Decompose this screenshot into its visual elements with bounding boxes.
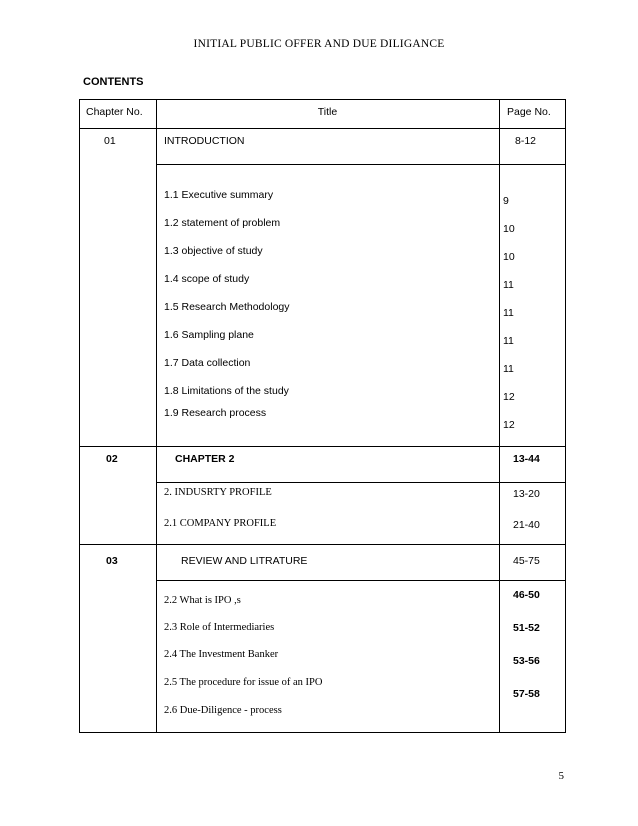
chapter-number: 03	[106, 555, 118, 567]
toc-entry-page: 11	[503, 335, 514, 347]
chapter-pages: 45-75	[513, 555, 540, 567]
column-divider-2	[499, 99, 500, 733]
toc-entry: 1.3 objective of study	[164, 245, 263, 257]
chapter-number: 02	[106, 453, 118, 465]
toc-entry-page: 11	[503, 307, 514, 319]
row-divider	[79, 128, 566, 129]
toc-entry-page: 11	[503, 279, 514, 291]
toc-entry: 2. INDUSRTY PROFILE	[164, 487, 272, 498]
toc-entry: 2.4 The Investment Banker	[164, 649, 279, 660]
toc-entry: 1.6 Sampling plane	[164, 329, 254, 341]
toc-entry: 1.9 Research process	[164, 407, 267, 419]
toc-entry-page: 21-40	[513, 519, 540, 531]
toc-entry-page: 13-20	[513, 488, 540, 500]
chapter-title: CHAPTER 2	[175, 453, 235, 465]
toc-entry: 2.6 Due-Diligence - process	[164, 705, 282, 716]
chapter-pages: 8-12	[515, 135, 537, 147]
table-border-bottom	[79, 732, 566, 733]
column-header-page: Page No.	[507, 106, 551, 118]
table-border-left	[79, 99, 80, 733]
toc-entry-page: 53-56	[513, 655, 540, 667]
row-divider	[156, 580, 566, 581]
toc-entry-page: 12	[503, 391, 515, 403]
toc-entry-page: 12	[503, 419, 515, 431]
toc-entry-page: 57-58	[513, 688, 540, 700]
contents-heading: CONTENTS	[83, 76, 144, 88]
toc-entry-page: 9	[503, 195, 509, 207]
toc-entry-page: 51-52	[513, 622, 540, 634]
chapter-pages: 13-44	[513, 453, 540, 465]
column-divider-1	[156, 99, 157, 733]
toc-entry: 1.1 Executive summary	[164, 189, 274, 201]
toc-entry-page: 11	[503, 363, 514, 375]
column-header-chapter: Chapter No.	[86, 106, 143, 118]
toc-entry: 2.1 COMPANY PROFILE	[164, 518, 277, 529]
toc-entry-page: 10	[503, 251, 515, 263]
toc-entry: 2.3 Role of Intermediaries	[164, 622, 275, 633]
toc-entry: 2.2 What is IPO ,s	[164, 595, 241, 606]
toc-entry: 1.8 Limitations of the study	[164, 385, 289, 397]
chapter-number: 01	[104, 135, 116, 147]
column-header-title: Title	[317, 106, 338, 118]
toc-entry: 1.4 scope of study	[164, 273, 250, 285]
row-divider	[156, 164, 566, 165]
row-divider	[156, 482, 566, 483]
toc-entry-page: 10	[503, 223, 515, 235]
table-border-top	[79, 99, 566, 100]
row-divider	[79, 446, 566, 447]
page-number: 5	[558, 770, 564, 782]
toc-entry: 1.7 Data collection	[164, 357, 251, 369]
chapter-title: REVIEW AND LITRATURE	[181, 555, 308, 567]
page-header: INITIAL PUBLIC OFFER AND DUE DILIGANCE	[193, 38, 445, 50]
chapter-title: INTRODUCTION	[164, 135, 245, 147]
row-divider	[79, 544, 566, 545]
toc-entry: 2.5 The procedure for issue of an IPO	[164, 677, 323, 688]
table-border-right	[565, 99, 566, 733]
toc-entry: 1.2 statement of problem	[164, 217, 281, 229]
toc-entry-page: 46-50	[513, 589, 540, 601]
toc-entry: 1.5 Research Methodology	[164, 301, 290, 313]
